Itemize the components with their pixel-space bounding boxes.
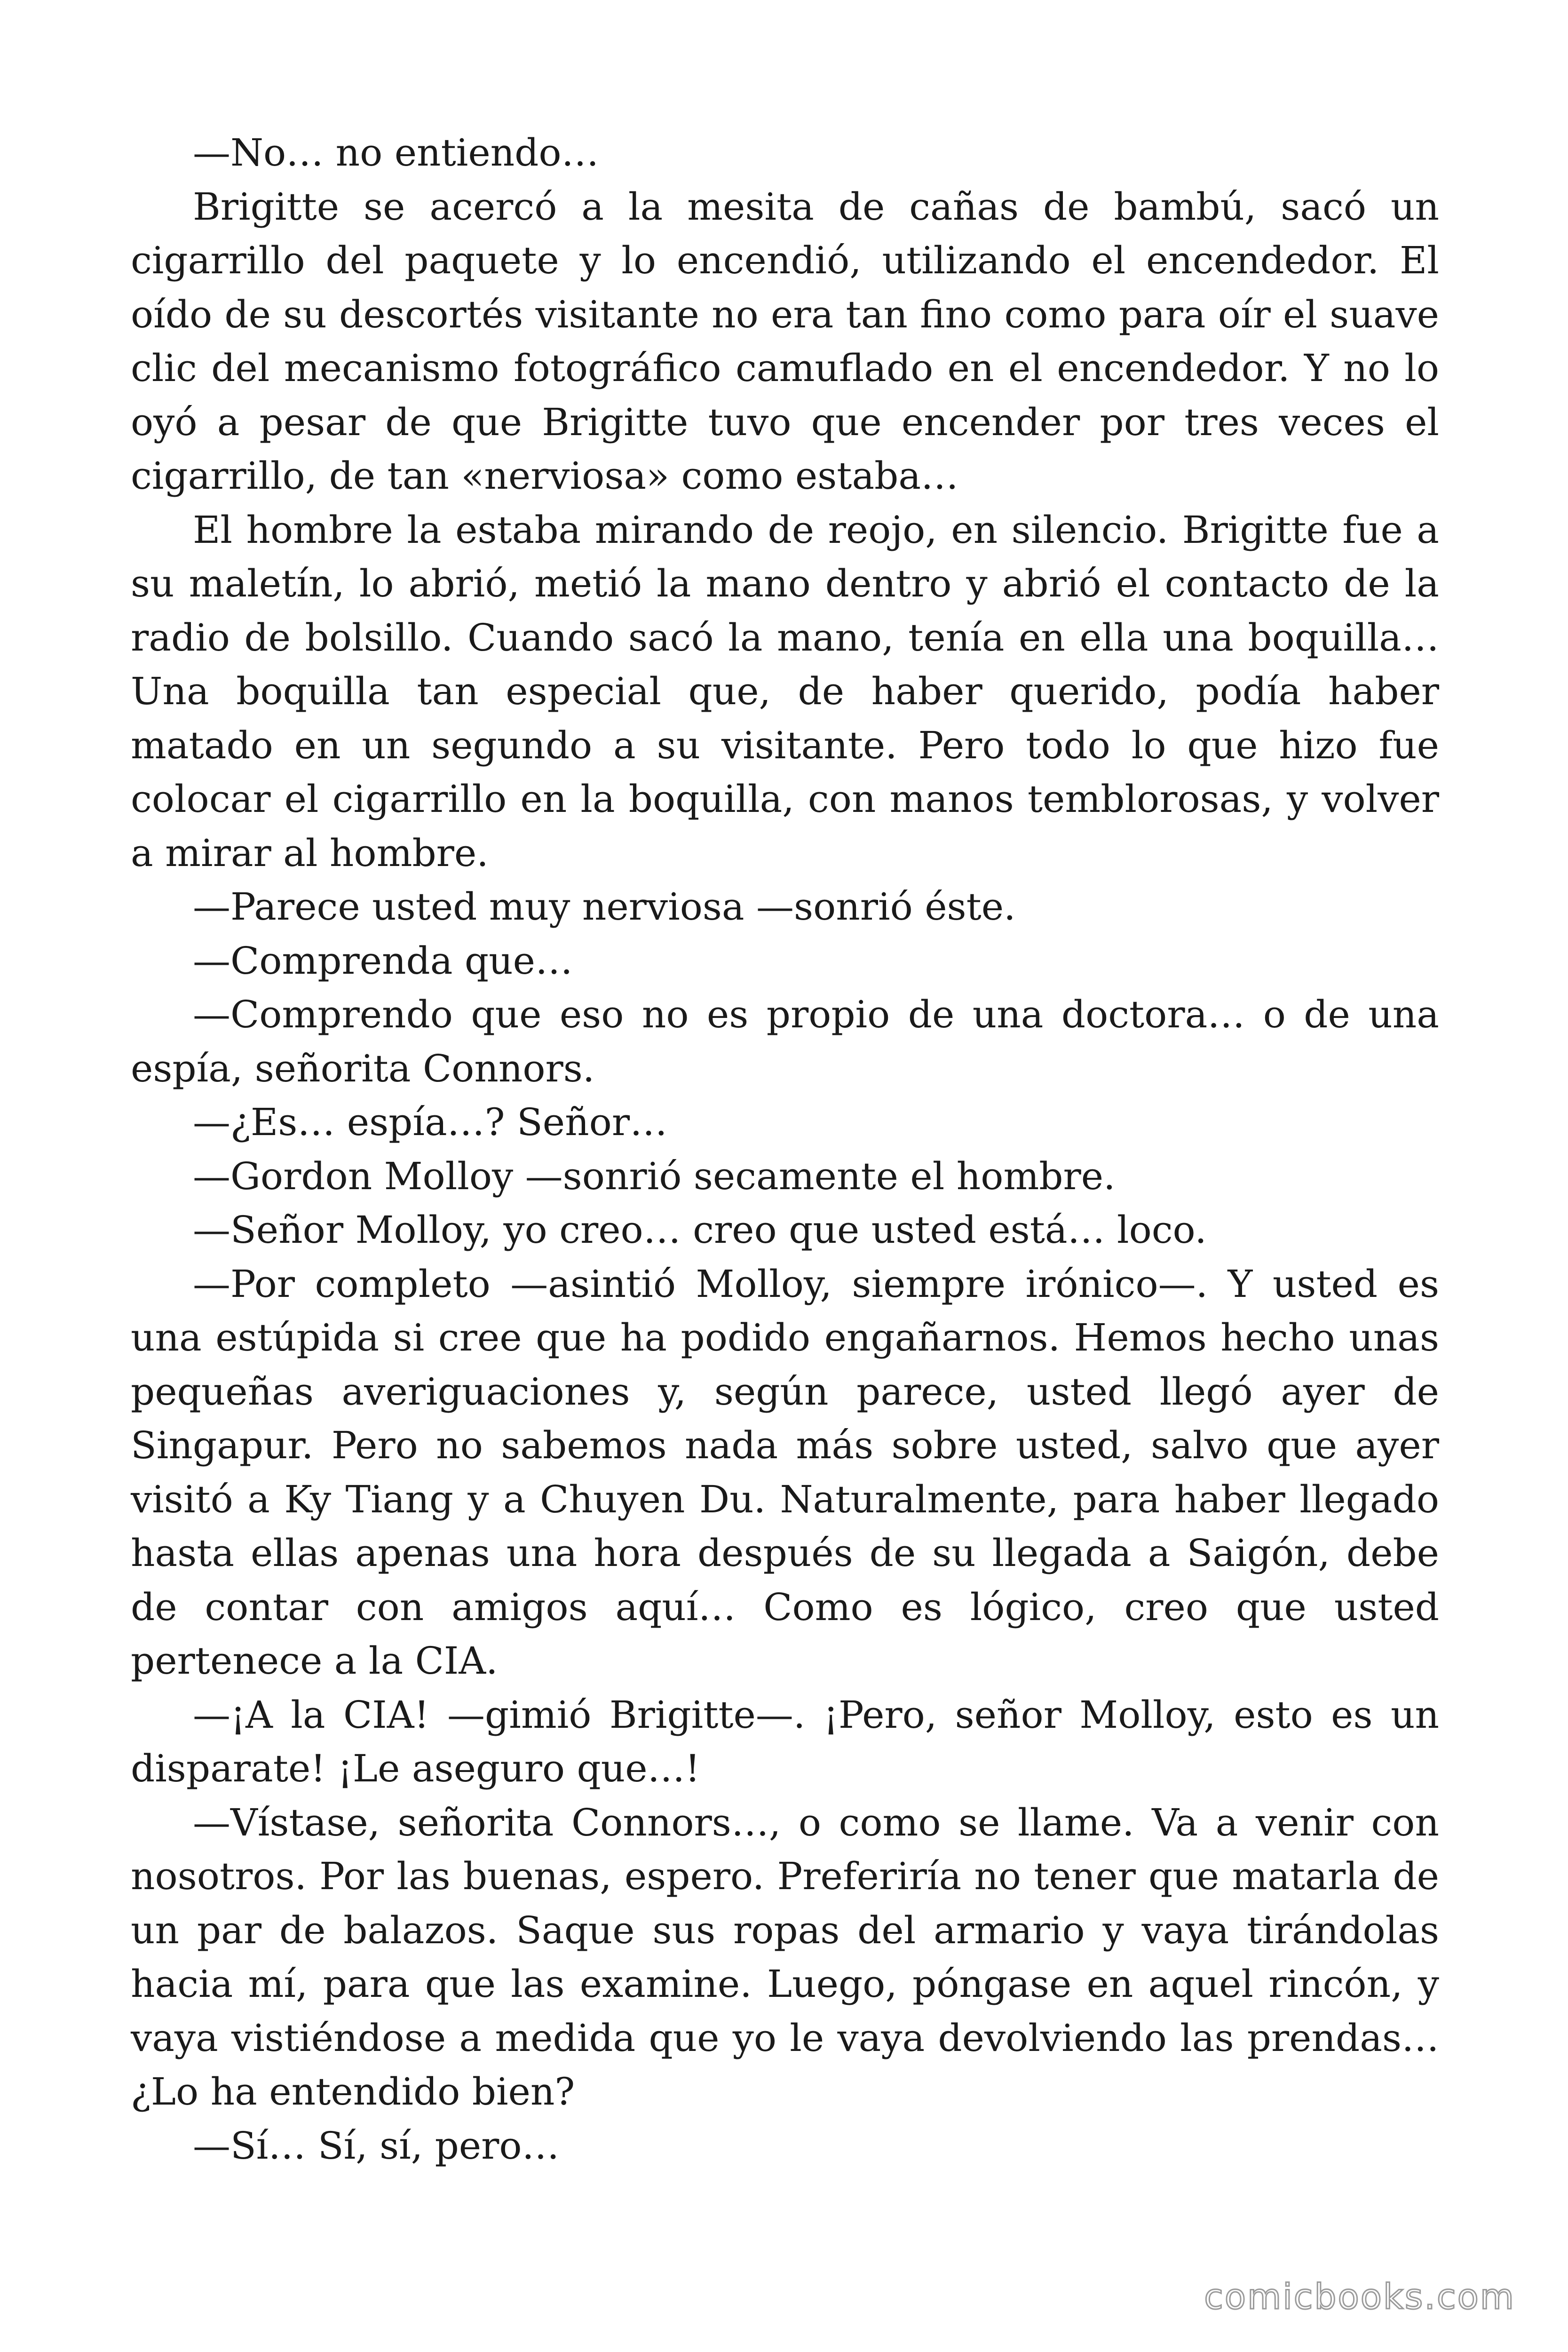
paragraph: —No… no entiendo…	[193, 131, 599, 175]
paragraph: —Sí… Sí, sí, pero…	[193, 2123, 560, 2168]
paragraph: —Comprendo que eso no es propio de una doctora… o de una espía, señorita Connors.	[131, 993, 1439, 1090]
paragraph: —¿Es… espía…? Señor…	[193, 1100, 668, 1144]
paragraph: —Parece usted muy nerviosa —sonrió éste.	[193, 885, 1016, 929]
watermark: comicbooks.com	[1204, 2277, 1515, 2317]
paragraph: El hombre la estaba mirando de reojo, en silencio. Brigitte fue a su maletín, lo abrió, metió la mano dentro y abrió el contacto de la radio de bolsillo. Cuando sacó la mano, tenía en ella una boquilla… Una boquilla tan especial que, de haber querido, podía haber matado en un segundo a su visitante. Pero todo lo que hizo fue colocar el cigarrillo en la boquilla, con manos temblorosas, y volver a mirar al hombre.	[131, 508, 1439, 875]
paragraph: —Por completo —asintió Molloy, siempre irónico—. Y usted es una estúpida si cree que ha podido engañarnos. Hemos hecho unas pequeñas averiguaciones y, según parece, usted llegó ayer de Singapur. Pero no sabemos nada más sobre usted, salvo que ayer visitó a Ky Tiang y a Chuyen Du. Naturalmente, para haber llegado hasta ellas apenas una hora después de su llegada a Saigón, debe de contar con amigos aquí… Como es lógico, creo que usted pertenece a la CIA.	[131, 1262, 1439, 1683]
paragraph: —Señor Molloy, yo creo… creo que usted está… loco.	[193, 1208, 1207, 1252]
paragraph: —Comprenda que…	[193, 938, 573, 983]
paragraph: —Gordon Molloy —sonrió secamente el hombre.	[193, 1154, 1116, 1198]
paragraph: Brigitte se acercó a la mesita de cañas de bambú, sacó un cigarrillo del paquete y lo encendió, utilizando el encendedor. El oído de su descortés visitante no era tan fino como para oír el suave clic del mecanismo fotográfico camuflado en el encendedor. Y no lo oyó a pesar de que Brigitte tuvo que encender por tres veces el cigarrillo, de tan «nerviosa» como estaba…	[131, 184, 1439, 498]
book-page-text	[131, 126, 1439, 2173]
paragraph: —Vístase, señorita Connors…, o como se llame. Va a venir con nosotros. Por las buenas, espero. Preferiría no tener que matarla de un par de balazos. Saque sus ropas del armario y vaya tirándolas hacia mí, para que las examine. Luego, póngase en aquel rincón, y vaya vistiéndose a medida que yo le vaya devolviendo las prendas… ¿Lo ha entendido bien?	[131, 1800, 1439, 2114]
paragraph: —¡A la CIA! —gimió Brigitte—. ¡Pero, señor Molloy, esto es un disparate! ¡Le aseguro que…!	[131, 1692, 1439, 1790]
